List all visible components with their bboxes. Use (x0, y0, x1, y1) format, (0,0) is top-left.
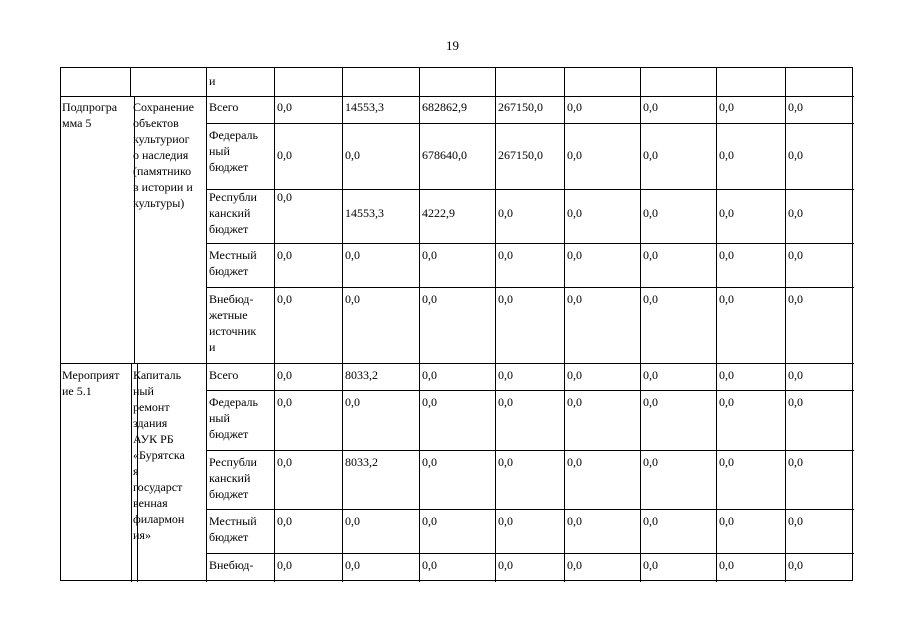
table-cell-value-col-8: 0,0 (788, 455, 803, 469)
table-cell-value-col-6: 0,0 (643, 248, 658, 262)
column-divider (716, 68, 717, 582)
table-cell-value-col-5: 0,0 (567, 558, 582, 572)
table-cell-value-col-2: 8033,2 (345, 368, 378, 382)
table-cell-value-col-4: 267150,0 (498, 148, 543, 162)
row-divider (206, 243, 854, 244)
table-cell-value-col-2: 8033,2 (345, 455, 378, 469)
table-cell-source-label: Республи канский бюджет (209, 190, 257, 236)
table-cell-row-description: Сохранение объектов культуриог о наследия (памятнико в истории и культуры) (133, 100, 194, 210)
table-cell-value-col-5: 0,0 (567, 206, 582, 220)
table-cell-value-col-5: 0,0 (567, 148, 582, 162)
table-cell-value-col-5: 0,0 (567, 292, 582, 306)
column-divider (130, 68, 131, 96)
table-cell-value-col-5: 0,0 (567, 248, 582, 262)
column-divider (785, 68, 786, 582)
column-divider (206, 68, 207, 582)
table-cell-value-col-3: 678640,0 (422, 148, 467, 162)
column-divider (131, 363, 132, 582)
row-divider (206, 450, 854, 451)
table-cell-value-col-6: 0,0 (643, 100, 658, 114)
row-divider (206, 509, 854, 510)
table-cell-value-col-8: 0,0 (788, 368, 803, 382)
table-cell-value-col-7: 0,0 (719, 292, 734, 306)
table-cell-value-col-4: 0,0 (498, 558, 513, 572)
page-number: 19 (446, 38, 459, 53)
table-cell-value-col-1: 0,0 (277, 368, 292, 382)
table-cell-value-col-4: 0,0 (498, 292, 513, 306)
table-cell-value-col-7: 0,0 (719, 455, 734, 469)
table-cell-value-col-5: 0,0 (567, 368, 582, 382)
table-cell-value-col-5: 0,0 (567, 100, 582, 114)
table-cell-value-col-6: 0,0 (643, 395, 658, 409)
column-divider (495, 68, 496, 582)
row-divider (206, 189, 854, 190)
row-divider (206, 123, 854, 124)
table-cell-row-label: Мероприят ие 5.1 (62, 368, 120, 398)
row-divider (206, 287, 854, 288)
table-cell-value-col-2: 14553,3 (345, 100, 384, 114)
table-cell-value-col-1: 0,0 (277, 190, 292, 204)
row-divider (61, 363, 854, 364)
table-cell-value-col-4: 0,0 (498, 455, 513, 469)
table-cell-value-col-2: 14553,3 (345, 206, 384, 220)
table-cell-value-col-3: 0,0 (422, 292, 437, 306)
table-cell-value-col-6: 0,0 (643, 292, 658, 306)
table-cell-source-label: Федераль ный бюджет (209, 128, 258, 174)
table-cell-value-col-2: 0,0 (345, 292, 360, 306)
table-cell-value-col-5: 0,0 (567, 395, 582, 409)
table-cell-value-col-8: 0,0 (788, 248, 803, 262)
table-cell-value-col-1: 0,0 (277, 558, 292, 572)
table-cell-value-col-5: 0,0 (567, 455, 582, 469)
row-divider (206, 553, 854, 554)
table-cell-value-col-8: 0,0 (788, 514, 803, 528)
table-cell-source-label: Федераль ный бюджет (209, 395, 258, 441)
table-cell-source-label: Республи канский бюджет (209, 455, 257, 501)
table-cell-value-col-6: 0,0 (643, 206, 658, 220)
table-cell-value-col-8: 0,0 (788, 206, 803, 220)
table-cell-value-col-7: 0,0 (719, 100, 734, 114)
table-cell-value-col-1: 0,0 (277, 148, 292, 162)
table-cell-source-label: и (209, 74, 216, 88)
column-divider (640, 68, 641, 582)
table-cell-value-col-7: 0,0 (719, 248, 734, 262)
table-cell-value-col-6: 0,0 (643, 455, 658, 469)
table-cell-source-label: Местный бюджет (209, 514, 257, 544)
table-cell-value-col-3: 0,0 (422, 395, 437, 409)
table-cell-value-col-8: 0,0 (788, 558, 803, 572)
table-cell-value-col-3: 4222,9 (422, 206, 455, 220)
table-cell-value-col-7: 0,0 (719, 148, 734, 162)
table-cell-value-col-4: 0,0 (498, 368, 513, 382)
table-cell-value-col-1: 0,0 (277, 100, 292, 114)
table-cell-source-label: Всего (209, 368, 239, 382)
table-cell-row-description: Капиталь ный ремонт здания АУК РБ «Бурятска я государст венная филармон ия» (133, 368, 185, 542)
table-cell-value-col-2: 0,0 (345, 248, 360, 262)
table-cell-value-col-8: 0,0 (788, 148, 803, 162)
table-cell-value-col-2: 0,0 (345, 148, 360, 162)
table-cell-value-col-6: 0,0 (643, 514, 658, 528)
table-cell-value-col-8: 0,0 (788, 395, 803, 409)
column-divider (564, 68, 565, 582)
table-cell-value-col-1: 0,0 (277, 292, 292, 306)
table-cell-value-col-6: 0,0 (643, 148, 658, 162)
table-cell-value-col-4: 0,0 (498, 395, 513, 409)
table-cell-value-col-7: 0,0 (719, 514, 734, 528)
table-cell-value-col-2: 0,0 (345, 558, 360, 572)
table-cell-value-col-2: 0,0 (345, 514, 360, 528)
table-cell-value-col-1: 0,0 (277, 455, 292, 469)
row-divider (61, 96, 854, 97)
table-cell-value-col-4: 0,0 (498, 514, 513, 528)
column-divider (274, 68, 275, 582)
table-cell-source-label: Местный бюджет (209, 248, 257, 278)
table-cell-value-col-4: 0,0 (498, 248, 513, 262)
table-cell-value-col-7: 0,0 (719, 206, 734, 220)
table-cell-value-col-8: 0,0 (788, 100, 803, 114)
table-cell-value-col-3: 0,0 (422, 558, 437, 572)
table-cell-value-col-3: 0,0 (422, 514, 437, 528)
table-cell-source-label: Внебюд- жетные источник и (209, 292, 257, 354)
table-cell-value-col-7: 0,0 (719, 395, 734, 409)
table-cell-value-col-1: 0,0 (277, 395, 292, 409)
table-cell-source-label: Внебюд- (209, 558, 254, 572)
table-cell-value-col-3: 682862,9 (422, 100, 467, 114)
table-cell-value-col-3: 0,0 (422, 368, 437, 382)
table-cell-value-col-5: 0,0 (567, 514, 582, 528)
column-divider (419, 68, 420, 582)
table-cell-value-col-7: 0,0 (719, 558, 734, 572)
table-cell-value-col-8: 0,0 (788, 292, 803, 306)
table-cell-value-col-2: 0,0 (345, 395, 360, 409)
table-cell-value-col-3: 0,0 (422, 455, 437, 469)
table-cell-value-col-1: 0,0 (277, 248, 292, 262)
table-cell-value-col-6: 0,0 (643, 368, 658, 382)
table-cell-value-col-7: 0,0 (719, 368, 734, 382)
column-divider (342, 68, 343, 582)
row-divider (206, 390, 854, 391)
table-cell-source-label: Всего (209, 100, 239, 114)
table-cell-value-col-1: 0,0 (277, 514, 292, 528)
table-cell-value-col-4: 267150,0 (498, 100, 543, 114)
table-cell-value-col-6: 0,0 (643, 558, 658, 572)
table-cell-value-col-4: 0,0 (498, 206, 513, 220)
table-cell-value-col-3: 0,0 (422, 248, 437, 262)
table-cell-row-label: Подпрогра мма 5 (62, 100, 118, 130)
